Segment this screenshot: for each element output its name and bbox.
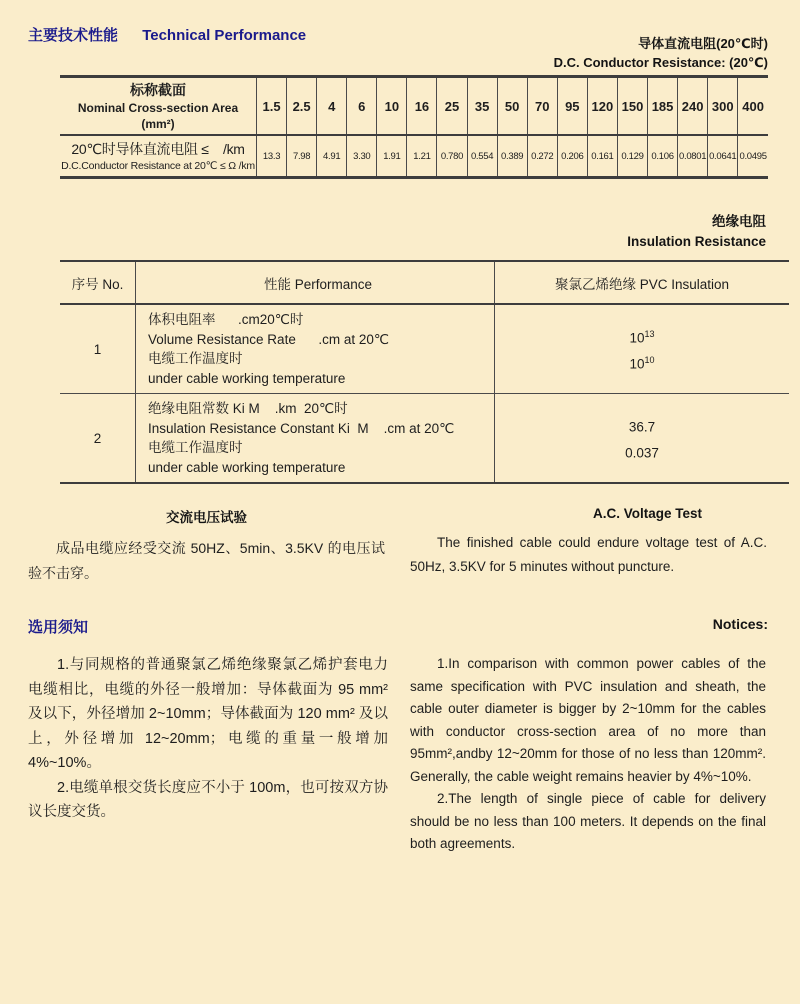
pvc-value: 0.037 (625, 445, 659, 461)
performance-line: under cable working temperature (148, 370, 346, 386)
ac-test-heading-en: A.C. Voltage Test (592, 506, 702, 521)
notices-heading-en: Notices: (712, 616, 768, 632)
performance-line: under cable working temperature (148, 459, 346, 475)
performance-line: 绝缘电阻常数 Ki M .km 20℃时 (148, 401, 348, 416)
area-value: 16 (407, 77, 437, 136)
resistance-value: 0.129 (617, 135, 647, 178)
area-value: 120 (587, 77, 617, 136)
top-header (28, 18, 772, 75)
page-title-en: Technical Performance (142, 27, 307, 44)
area-value: 25 (437, 77, 467, 136)
insulation-heading (28, 212, 766, 252)
ac-test-heading-zh: 交流电压试验 (166, 510, 247, 525)
page-title (28, 24, 306, 45)
ac-test-body-en: The finished cable could endure voltage test of A.C. 50Hz, 3.5KV for 5 minutes without puncture. (410, 535, 767, 574)
resistance-value: 0.161 (587, 135, 617, 178)
area-value: 50 (497, 77, 527, 136)
notices-zh-column (28, 653, 388, 856)
notices-heading-zh: 选用须知 (28, 619, 89, 636)
insulation-table (60, 260, 789, 484)
area-label-en: Nominal Cross-section Area (mm²) (77, 101, 239, 131)
col-header-performance: 性能 Performance (136, 261, 495, 304)
resistance-label-zh: 20℃时导体直流电阻 ≤ /km (71, 140, 245, 157)
area-value: 400 (738, 77, 768, 136)
area-value: 185 (648, 77, 678, 136)
area-value: 240 (678, 77, 708, 136)
area-value: 10 (377, 77, 407, 136)
area-value: 1.5 (257, 77, 287, 136)
notices-zh-paragraph: 1.与同规格的普通聚氯乙烯绝缘聚氯乙烯护套电力电缆相比，电缆的外径一般增加：导体截面为 95 mm² 及以下，外径增加 2~10mm；导体截面为 120 mm² 及以上，外径增加 12~20mm；电缆的重量一般增加 4%~10%。 (28, 657, 388, 771)
ac-test-en-column (410, 506, 767, 586)
resistance-value: 13.3 (257, 135, 287, 178)
insulation-row-1 (60, 304, 789, 394)
col-header-pvc: 聚氯乙烯绝缘 PVC Insulation (495, 261, 790, 304)
resistance-value: 1.21 (407, 135, 437, 178)
ac-test-zh-column (28, 506, 385, 586)
page-title-zh: 主要技术性能 (28, 27, 119, 44)
resistance-value: 0.780 (437, 135, 467, 178)
notices-en-column (410, 653, 766, 856)
row-pvc-values (495, 394, 790, 484)
row-pvc-values (495, 304, 790, 394)
resistance-value: 0.0495 (738, 135, 768, 178)
area-value: 4 (317, 77, 347, 136)
notices-en-paragraph: 2.The length of single piece of cable for delivery should be no less than 100 meters. It depends on the final both agreements. (410, 791, 766, 851)
row-no: 1 (60, 304, 136, 394)
pvc-value: $10^{13}$ (629, 328, 655, 345)
ac-test-body-zh: 成品电缆应经受交流 50HZ、5min、3.5KV 的电压试验不击穿。 (28, 540, 385, 581)
insulation-heading-zh: 绝缘电阻 (712, 214, 766, 229)
resistance-label-en: D.C.Conductor Resistance at 20℃ ≤ Ω /km (61, 159, 255, 172)
performance-line: 体积电阻率 .cm20℃时 (148, 312, 304, 327)
performance-line: 电缆工作温度时 (148, 351, 243, 366)
ac-voltage-test-section (28, 506, 772, 586)
dc-resistance-heading-en: D.C. Conductor Resistance: (20℃) (553, 55, 768, 70)
resistance-value: 0.272 (527, 135, 557, 178)
insulation-row-2 (60, 394, 789, 484)
dc-table-area-label (60, 77, 257, 136)
area-value: 300 (708, 77, 738, 136)
dc-resistance-table (60, 75, 768, 179)
resistance-value: 3.30 (347, 135, 377, 178)
resistance-value: 0.554 (467, 135, 497, 178)
dc-table-resistance-label (60, 135, 257, 178)
resistance-value: 0.389 (497, 135, 527, 178)
resistance-value: 0.0641 (708, 135, 738, 178)
area-value: 35 (467, 77, 497, 136)
area-value: 6 (347, 77, 377, 136)
resistance-value: 7.98 (287, 135, 317, 178)
resistance-value: 4.91 (317, 135, 347, 178)
dc-resistance-heading-zh: 导体直流电阻(20℃时) (638, 36, 768, 51)
dc-table-header-row (60, 77, 768, 136)
pvc-value: $10^{10}$ (629, 355, 655, 372)
row-performance (136, 394, 495, 484)
resistance-value: 0.106 (648, 135, 678, 178)
dc-table-resistance-row (60, 135, 768, 178)
notices-section (28, 616, 772, 856)
resistance-value: 0.0801 (678, 135, 708, 178)
col-header-no: 序号 No. (60, 261, 136, 304)
notices-en-paragraph: 1.In comparison with common power cables of the same specification with PVC insulation and sheath, the cable outer diameter is bigger by 2~10mm for the cables with conductor cross-section area of no more than 95mm²,andby 12~20mm for those of no less than 120mm². Generally, the cable weight remains heavier by 4%~10%. (410, 656, 766, 784)
insulation-heading-en: Insulation Resistance (627, 234, 766, 249)
row-performance (136, 304, 495, 394)
pvc-value: 36.7 (628, 419, 656, 434)
area-value: 95 (557, 77, 587, 136)
area-label-zh: 标称截面 (130, 82, 186, 98)
notices-headings (28, 616, 772, 637)
performance-line: Volume Resistance Rate .cm at 20℃ (148, 331, 390, 347)
resistance-value: 0.206 (557, 135, 587, 178)
area-value: 150 (617, 77, 647, 136)
area-value: 2.5 (287, 77, 317, 136)
performance-line: 电缆工作温度时 (148, 440, 243, 455)
dc-resistance-heading (554, 34, 768, 72)
area-value: 70 (527, 77, 557, 136)
performance-line: Insulation Resistance Constant Ki M .cm at 20℃ (148, 420, 455, 436)
notices-columns (28, 653, 772, 856)
insulation-table-header-row (60, 261, 789, 304)
row-no: 2 (93, 430, 102, 446)
resistance-value: 1.91 (377, 135, 407, 178)
notices-zh-paragraph: 2.电缆单根交货长度应不小于 100m，也可按双方协议长度交货。 (28, 779, 388, 820)
